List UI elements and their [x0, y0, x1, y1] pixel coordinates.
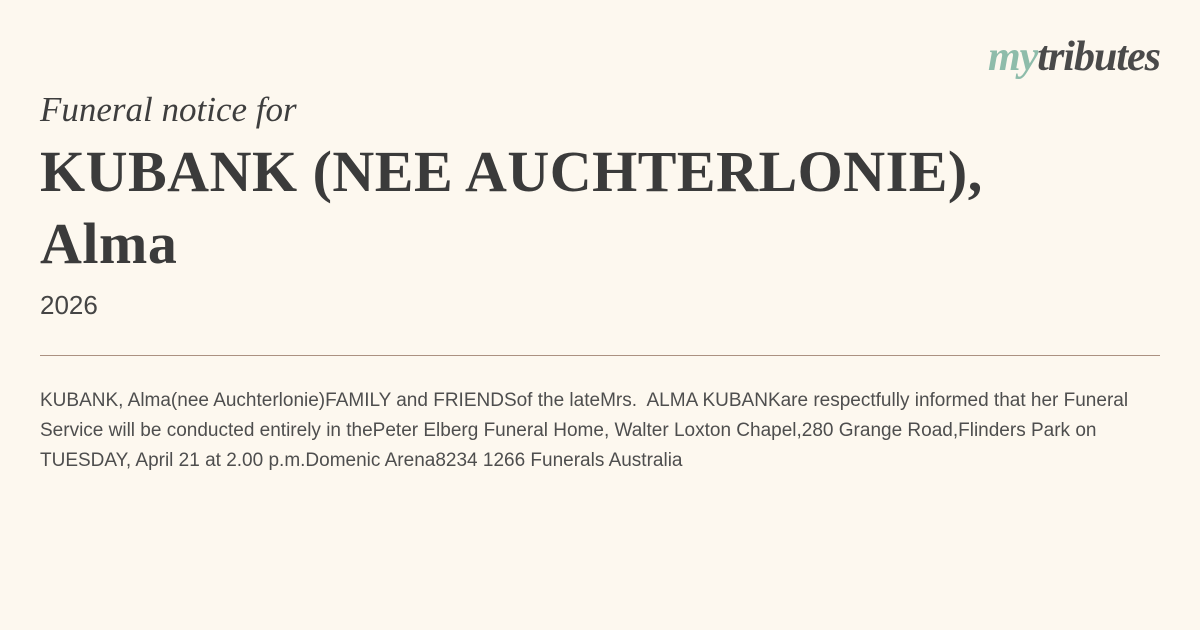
- divider-line: [40, 355, 1160, 356]
- notice-type-label: Funeral notice for: [40, 90, 297, 130]
- logo-my-text: my: [987, 34, 1038, 80]
- notice-year: 2026: [40, 289, 98, 320]
- header: [40, 0, 1160, 80]
- deceased-name-title: KUBANK (NEE AUCHTERLONIE), Alma: [40, 138, 983, 276]
- mytributes-logo: [988, 34, 1160, 80]
- logo-tributes-text: tributes: [1037, 34, 1160, 80]
- notice-body-text: KUBANK, Alma(nee Auchterlonie)FAMILY and FRIENDSof the lateMrs. ALMA KUBANKare respectfully informed that her Funeral Service will be conducted entirely in thePeter Elberg Funeral Home, Walter Loxton Chapel,280 Grange Road,Flinders Park on TUESDAY, April 21 at 2.00 p.m.Domenic Arena8234 1266 Funerals Australia: [40, 389, 1134, 471]
